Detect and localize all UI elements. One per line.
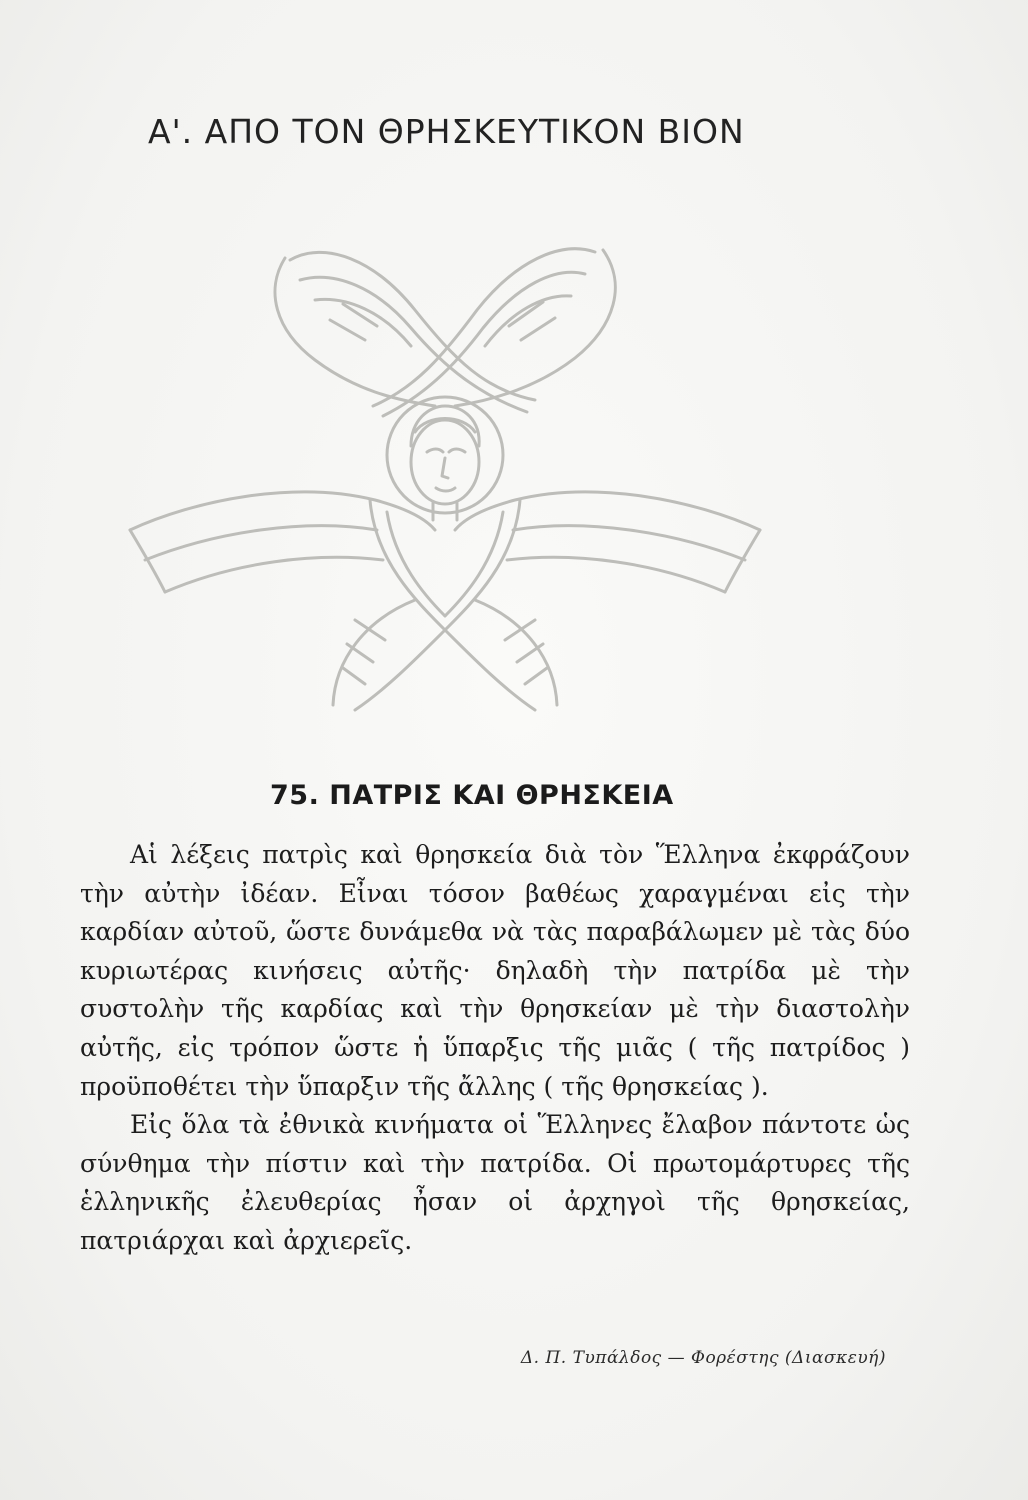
paragraph: Αἱ λέξεις πατρὶς καὶ θρησκεία διὰ τὸν Ἕλληνα ἐκφράζουν τὴν αὐτὴν ἰδέαν. Εἶναι τόσον βαθέως χαραγμέναι εἰς τὴν καρδίαν αὐτοῦ, ὥστε δυνάμεθα νὰ τὰς παραβάλωμεν μὲ τὰς δύο κυριωτέρας κινήσεις αὐτῆς· δηλαδὴ τὴν πατρίδα μὲ τὴν συστολὴν τῆς καρδίας καὶ τὴν θρησκείαν μὲ τὴν διαστολὴν αὐτῆς, εἰς τρόπον ὥστε ἡ ὕπαρξις τῆς μιᾶς ( τῆς πατρίδος ) προϋποθέτει τὴν ὕπαρξιν τῆς ἄλλης ( τῆς θρησκείας ). bbox=[80, 840, 910, 1101]
attribution: Δ. Π. Τυπάλδος — Φορέστης (Διασκευή) bbox=[520, 1348, 886, 1368]
article-heading: 75. ΠΑΤΡΙΣ ΚΑΙ ΘΡΗΣΚΕΙΑ bbox=[270, 780, 674, 811]
section-title: Α'. ΑΠΟ ΤΟΝ ΘΡΗΣΚΕΥΤΙΚΟΝ ΒΙΟΝ bbox=[148, 112, 745, 151]
seraph-icon bbox=[115, 200, 875, 720]
paragraph: Εἰς ὅλα τὰ ἐθνικὰ κινήματα οἱ Ἕλληνες ἔλαβον πάντοτε ὡς σύνθημα τὴν πίστιν καὶ τὴν πατρίδα. Οἱ πρωτομάρτυρες τῆς ἑλληνικῆς ἐλευθερίας ἦσαν οἱ ἀρχηγοὶ τῆς θρησκείας, πατριάρχαι καὶ ἀρχιερεῖς. bbox=[80, 1110, 910, 1255]
article-body bbox=[80, 836, 910, 1261]
